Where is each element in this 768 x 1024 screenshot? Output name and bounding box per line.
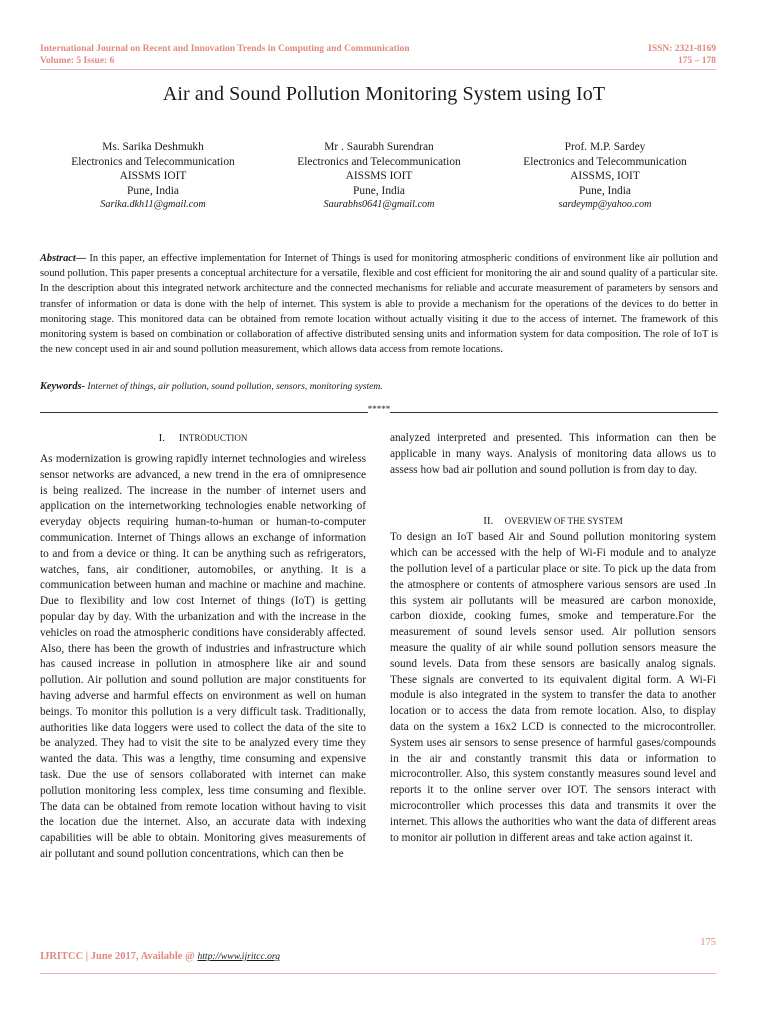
author-city: Pune, India xyxy=(127,184,179,197)
page-range: 175 – 178 xyxy=(678,56,716,66)
section-2-heading xyxy=(390,515,716,527)
section-title-initial: I xyxy=(178,432,183,444)
author-city: Pune, India xyxy=(353,184,405,197)
author-block xyxy=(40,140,718,213)
keywords-label: Keywords- xyxy=(40,381,86,392)
author-dept: Electronics and Telecommunication xyxy=(523,155,687,168)
section-number: II. xyxy=(483,515,494,527)
author-1 xyxy=(40,140,266,213)
author-email[interactable]: sardeymp@yahoo.com xyxy=(558,199,652,211)
keywords xyxy=(40,381,718,392)
author-inst: AISSMS IOIT xyxy=(345,170,413,183)
author-dept: Electronics and Telecommunication xyxy=(71,155,235,168)
footer-link[interactable]: http://www.ijritcc.org xyxy=(197,951,281,962)
author-email[interactable]: Saurabhs0641@gmail.com xyxy=(323,199,435,211)
abstract-text: In this paper, an effective implementation for Internet of Things is used for monitoring atmospheric conditions of environment like air pollution and sound pollution. This paper presents a conceptual architecture for a versatile, flexible and cost efficient for monitoring the air and sound quality of a particular site. In the description about this integrated network architecture and the connected mechanisms for reliable and accurate measurement of parameters by sensors and transfer of information or data is done with the help of internet. This system is able to provide a mechanism for the operations of the devices to do better in monitoring stage. This monitored data can be obtained from remote location without actually visiting it due to the access of internet. The framework of this monitoring system is based on combination or collaboration of affective distributed sensing units and information system for data composition. The role of IoT is the new concept used in air and sound pollution measurement, which allows data access from remote locations. xyxy=(40,253,718,356)
abstract-label: Abstract— xyxy=(40,253,87,264)
section-title-rest: NTRODUCTION xyxy=(182,433,248,443)
separator-line-left xyxy=(40,412,368,413)
section-1-body: As modernization is growing rapidly internet technologies and wireless sensor networks are advanced, a new trend in the era of omnipresence is being realized. The increase in the number of internet users and application on the internetworking technologies enable networking of everyday objects requiring human-to-human or human-to-computer communication. Internet of Things allows an exchange of information to and from a device or thing. It can be anything such as refrigerators, watches, fans, air conditioner, automobiles, or anything. It is a communication between human and machine or machine and machine. Due to flexibility and low cost Internet of things (IoT) is getting popular day by day. With the urbanization and with the increase in the vehicles on road the atmospheric conditions have considerably affected. Also, there has been the growth of industries and infrastructure which has caused increase in pollution in atmosphere like air and sound pollution. Air pollution and sound pollution are major constituents for having adverse and harmful effects on environment as well on human beings. To monitor this pollution is a very difficult task. Traditionally, authorities like data loggers were used to collect the data of the site to be analyzed. They had to visit the site to be analyzed every time they wanted the data. This was a lengthy, time consuming and expensive task. Due the use of sensors collaborated with internet can make pollution monitoring less complex, less time consuming and flexible. The data can be obtained from remote location without having to visit the location due the internet. Also, an accurate data with indexing capabilities will be able to obtain. Monitoring gives measurements of air pollutant and sound pollution concentrations, which can then be xyxy=(40,453,366,860)
footer xyxy=(40,951,280,962)
author-name: Mr . Saurabh Surendran xyxy=(324,141,434,153)
author-city: Pune, India xyxy=(579,184,631,197)
author-dept: Electronics and Telecommunication xyxy=(297,155,461,168)
abstract xyxy=(40,251,718,357)
author-name: Ms. Sarika Deshmukh xyxy=(102,141,204,153)
paper-title: Air and Sound Pollution Monitoring System using IoT xyxy=(162,83,606,105)
author-email[interactable]: Sarika.dkh11@gmail.com xyxy=(100,199,206,211)
footer-text: IJRITCC | June 2017, Available @ xyxy=(40,951,198,962)
header-rule xyxy=(40,69,716,70)
separator-stars: ***** xyxy=(367,404,391,414)
section-1-heading xyxy=(40,432,366,444)
journal-name: International Journal on Recent and Innovation Trends in Computing and Communication xyxy=(40,44,410,54)
author-inst: AISSMS IOIT xyxy=(119,170,187,183)
author-2 xyxy=(266,140,492,213)
issn: ISSN: 2321-8169 xyxy=(648,44,716,54)
page-number: 175 xyxy=(700,937,716,948)
section-separator xyxy=(40,404,718,414)
footer-rule xyxy=(40,973,716,974)
author-inst: AISSMS, IOIT xyxy=(570,170,640,183)
issn-header xyxy=(648,43,716,67)
journal-volume: Volume: 5 Issue: 6 xyxy=(40,56,115,66)
section-title: OVERVIEW OF THE SYSTEM xyxy=(504,516,623,526)
right-column xyxy=(390,431,716,846)
separator-line-right xyxy=(390,412,718,413)
left-column xyxy=(40,452,366,863)
keywords-text: Internet of things, air pollution, sound pollution, sensors, monitoring system. xyxy=(85,381,383,392)
journal-header xyxy=(40,43,410,67)
section-1-continued: analyzed interpreted and presented. This information can then be applicable in many ways. Analysis of monitoring data allows us to assess how bad air pollution and sound pollution is from day to day. xyxy=(390,432,716,476)
author-3 xyxy=(492,140,718,213)
author-name: Prof. M.P. Sardey xyxy=(564,141,646,153)
section-2-body: To design an IoT based Air and Sound pollution monitoring system which can be accessed with the help of Wi-Fi module and to analyze the pollution level of a particular place or site. To pick up the data from the atmosphere or contents of atmosphere various sensors are used .In this system air pollutants will be measured are carbon monoxide, carbon dioxide, cooking fumes, smoke and temperature.For the measurement of sound levels sensor used. Air pollution sensors measure the quality of air while sound pollution sensors measure the sound levels. Data from these sensors are basically analog signals. These signals are converted to its equivalent digital form. A Wi-Fi module is also integrated in the system to transfer the data to another location or to access the data from remote location. Also, to display data on the system a 16x2 LCD is connected to the microcontroller. System uses air sensors to sense presence of harmful gases/compounds in the air and constantly transmit this data or information to microcontroller. Also, this system constantly measures sound level and reports it to the online server over IOT. The sensors interact with microcontroller which processes this data and transmits it over the internet. This allows the authorities who want the data of different areas to monitor air pollution in different areas and take action against it. xyxy=(390,531,716,844)
section-number: I. xyxy=(158,432,165,444)
